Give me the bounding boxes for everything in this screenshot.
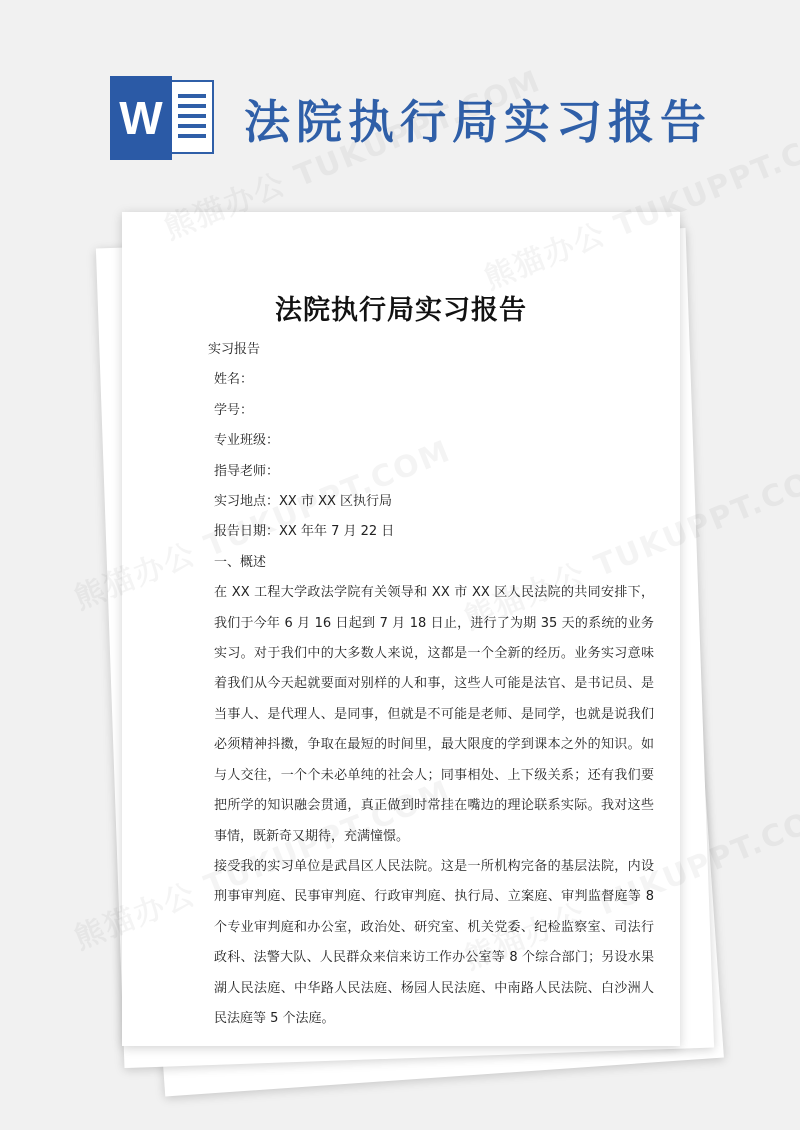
document-page xyxy=(122,212,680,1046)
field-advisor: 指导老师： xyxy=(214,463,280,479)
field-report-date: 报告日期：XX 年年 7 月 22 日 xyxy=(214,524,395,540)
document-body xyxy=(208,335,654,1034)
field-class: 专业班级： xyxy=(214,433,280,449)
word-icon xyxy=(110,76,216,160)
banner xyxy=(0,0,800,200)
document-title: 法院执行局实习报告 xyxy=(275,295,527,326)
paragraph-overview: 在 XX 工程大学政法学院有关领导和 XX 市 XX 区人民法院的共同安排下，我们于今年 6 月 16 日起到 7 月 18 日止，进行了为期 35 天的系统的业务实习。对于我们中的大多数人来说，这都是一个全新的经历。业务实习意味着我们从今天起就要面对别样的人和事，这些人可能是法官、是书记员、是当事人、是代理人、是同事，但就是不可能是老师、是同学，也就是说我们必须精神抖擞，争取在最短的时间里，最大限度的学到课本之外的知识。如与人交往，一个个未必单纯的社会人；同事相处、上下级关系；还有我们要把所学的知识融会贯通，真正做到时常挂在嘴边的理论联系实际。我对这些事情，既新奇又期待，充满憧憬。 xyxy=(214,585,654,844)
field-location: 实习地点：XX 市 XX 区执行局 xyxy=(214,494,393,510)
paragraph-court: 接受我的实习单位是武昌区人民法院。这是一所机构完备的基层法院，内设刑事审判庭、民事审判庭、行政审判庭、执行局、立案庭、审判监督庭等 8 个专业审判庭和办公室，政治处、研究室、机关党委、纪检监察室、司法行政科、法警大队、人民群众来信来访工作办公室等 8 个综合部门；另设水果湖人民法庭、中华路人民法庭、杨园人民法庭、中南路人民法院、白沙洲人民法庭等 5 个法庭。 xyxy=(214,858,654,1026)
field-name: 姓名： xyxy=(214,372,254,388)
section-heading: 一、概述 xyxy=(214,554,267,570)
field-student-id: 学号： xyxy=(214,402,254,418)
banner-title: 法院执行局实习报告 xyxy=(244,95,712,149)
report-heading: 实习报告 xyxy=(208,342,261,357)
word-logo-letter: W xyxy=(110,76,172,160)
